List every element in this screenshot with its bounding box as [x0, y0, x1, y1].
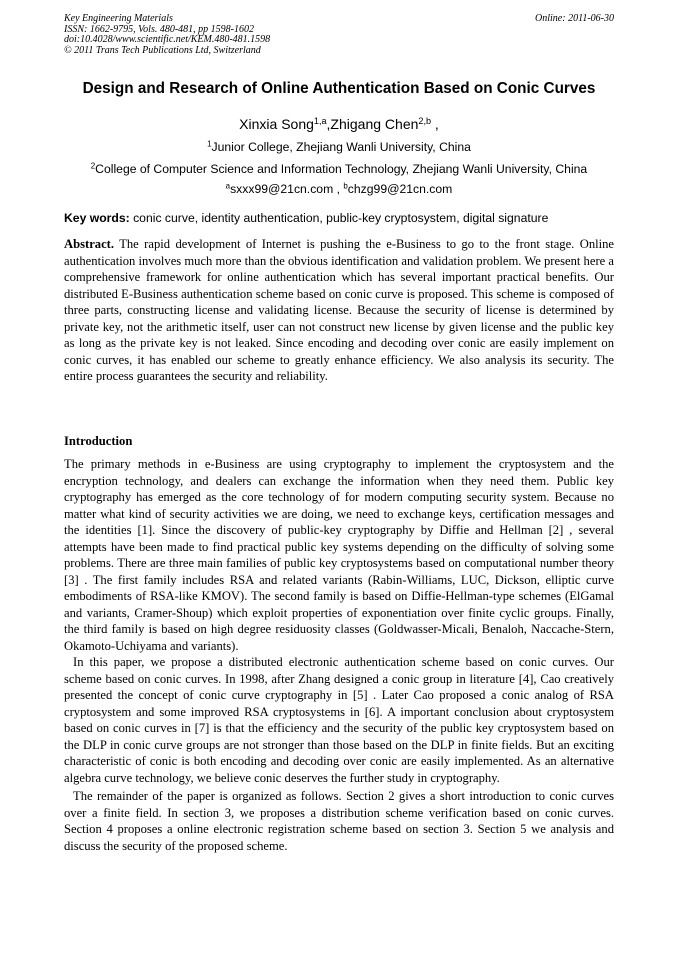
paragraph: The primary methods in e-Business are using cryptography to implement the cryptosystem and the encryption technology, and dealers can exchange the information when they need them. Public key cryptography has emerged as the core technology of for modern computing security system. Because no matter what kind of security activities we are doing, we need to exchange keys, certification messages and the identities [1]. Since the discovery of public-key cryptography by Diffie and Hellman [2] , several attempts have been made to find practical public key systems depending on the difficulty of solving some problems. There are three main families of public key cryptosystems based on computational number theory [3] . The first family includes RSA and related variants (Rabin-Williams, LUC, Dickson, elliptic curve embodiments of RSA-like KMOV). The second family is based on Diffie-Hellman-type schemes (ElGamal and variants, Cramer-Shoup) which exploit properties of exponentiation over finite cyclic groups. Finally, the third family is based on high degree residuosity classes (Goldwasser-Micali, Benaloh, Naccache-Stern, Okamoto-Uchiyama and variants).	[64, 457, 614, 653]
journal-name: Key Engineering Materials	[64, 13, 173, 24]
affiliation-1	[0, 140, 678, 154]
paragraph: In this paper, we propose a distributed electronic authentication scheme based on conic curves. Our scheme based on conic curves. In 1998, after Zhang designed a conic group in literature [4], Cao creatively presented the concept of conic curve cryptography in [5] . Later Cao proposed a conic analog of RSA cryptosystem and some improved RSA cryptosystems in [6]. A important conclusion about cryptosystem based on conic curves in [7] is that the efficiency and the security of the public key cryptosystem based on the DLP in conic curve groups are not stronger than those based on the DLP in finite fields. But an exciting characteristic of conic is both encoding and decoding over conic are easily implemented. As an alternative algebra curve technology, we believe conic deserves the further study in cryptography.	[64, 655, 614, 785]
author-name: Xinxia Song	[239, 116, 314, 132]
abstract-label: Abstract.	[64, 237, 115, 251]
section-heading-introduction: Introduction	[64, 434, 133, 448]
keywords-text: conic curve, identity authentication, public-key cryptosystem, digital signature	[129, 211, 549, 225]
email-sup: b	[343, 181, 348, 191]
authors	[0, 116, 678, 132]
author-name: ,Zhigang Chen	[326, 116, 419, 132]
affiliation-text: College of Computer Science and Information Technology, Zhejiang Wanli University, China	[95, 162, 588, 176]
keywords	[64, 211, 548, 225]
abstract-text: The rapid development of Internet is pushing the e-Business to go to the front stage. Online authentication involves much more than the obvious identification and validation problem. We present here a comprehensive framework for online authentication which has several important practical benefits. Our distributed E-Business authentication scheme based on conic curve is proposed. This scheme is composed of three parts, constructing license and validating license. Because the security of license is determined by private key, not the arithmetic itself, user can not construct new license by given license and the public key as long as the private key is not leaked. Since encoding and decoding over conic are easily implement on conic curves, it has enabled our scheme to greatly enhance efficiency. We also analysis its security. The entire process guarantees the security and reliability.	[64, 237, 614, 383]
paper-title: Design and Research of Online Authentication Based on Conic Curves	[82, 80, 596, 97]
affiliation-sup: 1	[207, 139, 212, 149]
paragraph: The remainder of the paper is organized as follows. Section 2 gives a short introduction to conic curves over a finite field. In section 3, we proposes a distribution scheme verification based on conic curves. Section 4 proposes a online electronic registration scheme based on section 3. Section 5 we analysis and discuss the security of the proposed scheme.	[64, 789, 614, 853]
abstract	[64, 236, 614, 385]
issn: ISSN: 1662-9795, Vols. 480-481, pp 1598-1602	[64, 23, 254, 35]
authors-trail: ,	[431, 116, 439, 132]
author-sup: 2,b	[418, 116, 432, 126]
affiliation-sup: 2	[90, 161, 96, 171]
email: sxxx99@21cn.com ,	[230, 182, 344, 196]
email: chzg99@21cn.com	[347, 182, 453, 196]
introduction-body	[64, 456, 614, 854]
copyright: © 2011 Trans Tech Publications Ltd, Switzerland	[64, 44, 261, 56]
doi: doi:10.4028/www.scientific.net/KEM.480-481.1598	[64, 34, 271, 46]
affiliation-text: Junior College, Zhejiang Wanli University, China	[211, 140, 471, 154]
emails	[0, 182, 678, 196]
journal-header	[64, 14, 614, 56]
keywords-label: Key words:	[64, 211, 130, 225]
online-date: Online: 2011-06-30	[535, 13, 614, 24]
affiliation-2	[0, 162, 678, 176]
email-sup: a	[225, 181, 231, 191]
author-sup: 1,a	[313, 116, 327, 126]
